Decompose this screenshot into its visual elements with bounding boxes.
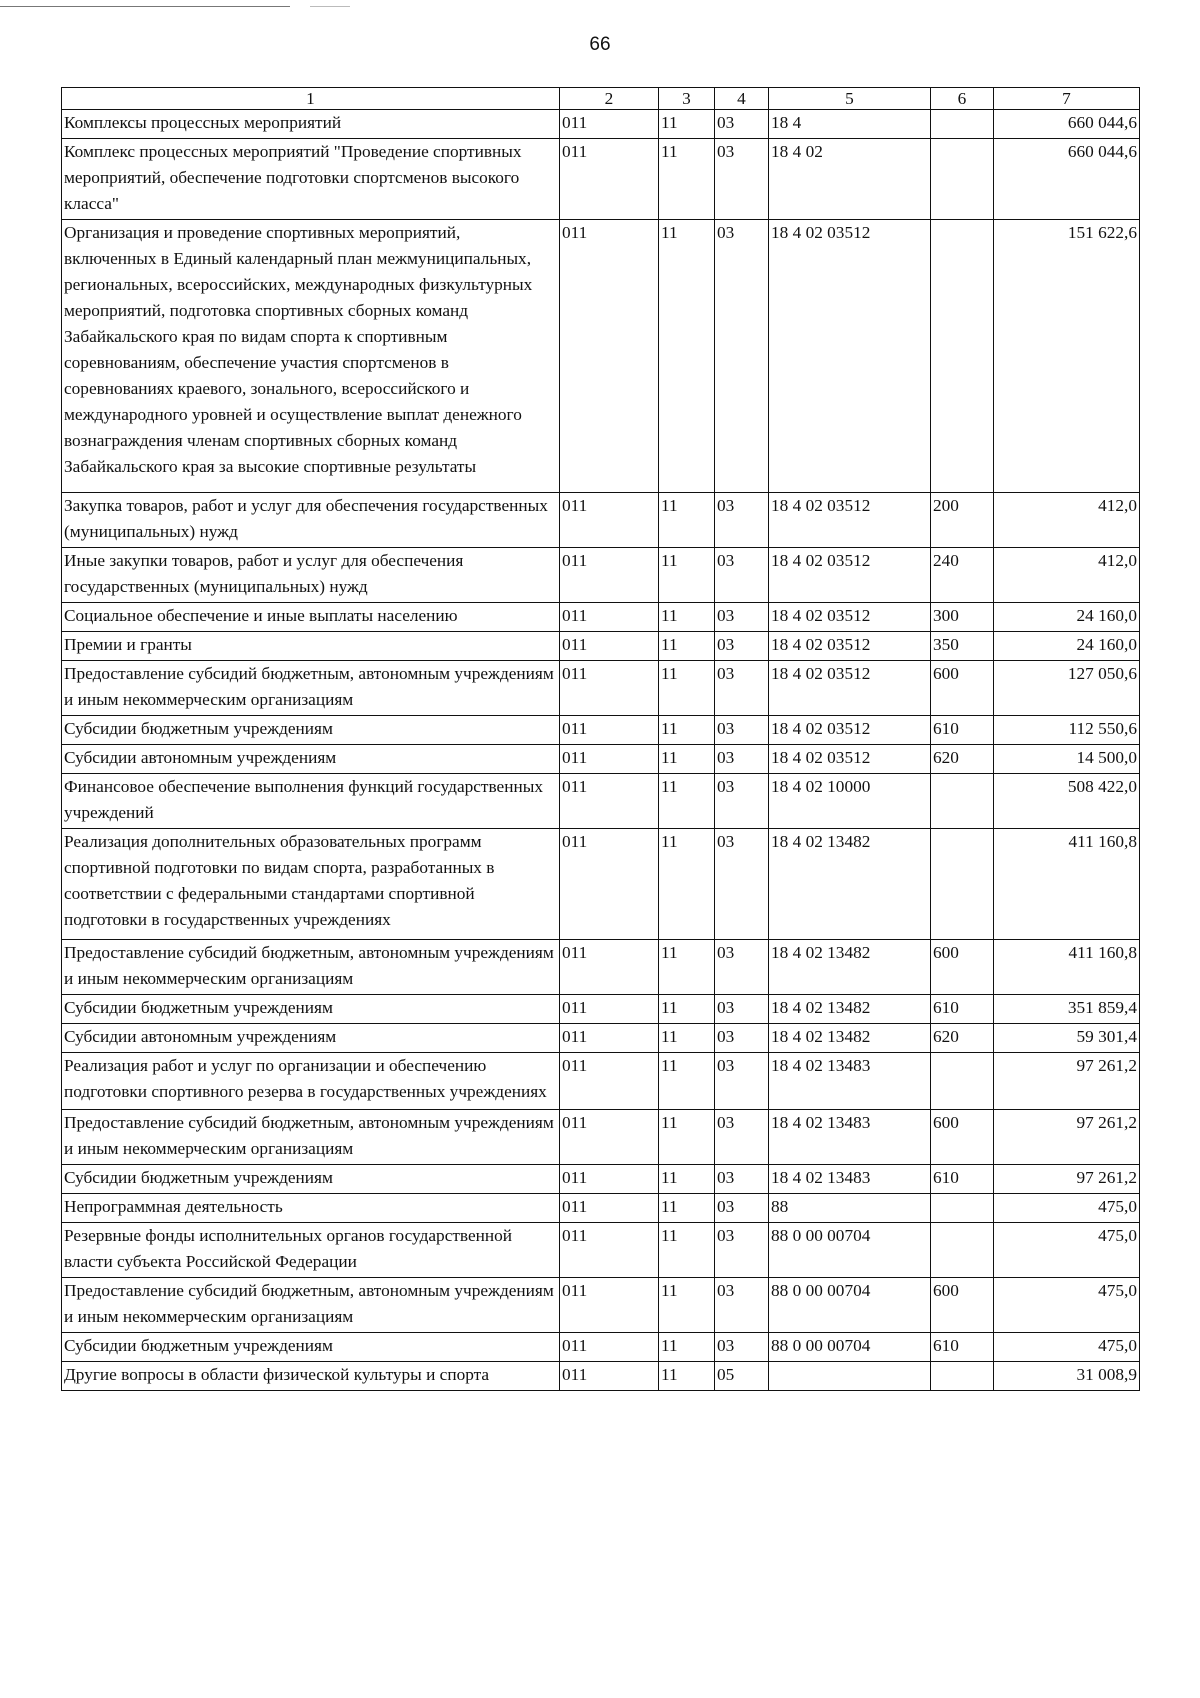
row-target-article-code: 18 4 02 13483 xyxy=(769,1053,931,1110)
row-name: Субсидии бюджетным учреждениям xyxy=(62,716,560,745)
row-amount: 660 044,6 xyxy=(994,110,1140,139)
row-subsection-code: 03 xyxy=(715,1333,769,1362)
row-amount: 151 622,6 xyxy=(994,220,1140,493)
row-ved-code: 011 xyxy=(560,716,659,745)
row-amount: 475,0 xyxy=(994,1333,1140,1362)
row-target-article-code: 18 4 02 03512 xyxy=(769,548,931,603)
table-header xyxy=(62,88,1140,110)
header-row xyxy=(62,88,1140,110)
row-amount: 59 301,4 xyxy=(994,1024,1140,1053)
row-section-code: 11 xyxy=(659,1278,715,1333)
row-subsection-code: 03 xyxy=(715,603,769,632)
row-ved-code: 011 xyxy=(560,1194,659,1223)
row-amount: 475,0 xyxy=(994,1223,1140,1278)
row-name: Непрограммная деятельность xyxy=(62,1194,560,1223)
row-expense-type-code: 610 xyxy=(931,1165,994,1194)
row-section-code: 11 xyxy=(659,716,715,745)
table-row xyxy=(62,1333,1140,1362)
row-expense-type-code: 620 xyxy=(931,1024,994,1053)
scan-edge-line-right xyxy=(310,6,350,7)
row-target-article-code: 18 4 02 13483 xyxy=(769,1110,931,1165)
row-expense-type-code xyxy=(931,1362,994,1391)
row-section-code: 11 xyxy=(659,1194,715,1223)
row-amount: 411 160,8 xyxy=(994,940,1140,995)
table-row xyxy=(62,1053,1140,1110)
row-expense-type-code: 200 xyxy=(931,493,994,548)
row-section-code: 11 xyxy=(659,1110,715,1165)
row-ved-code: 011 xyxy=(560,139,659,220)
table-row xyxy=(62,995,1140,1024)
header-col-5: 5 xyxy=(769,88,931,110)
row-name: Другие вопросы в области физической культуры и спорта xyxy=(62,1362,560,1391)
row-amount: 127 050,6 xyxy=(994,661,1140,716)
row-target-article-code: 18 4 xyxy=(769,110,931,139)
table-row xyxy=(62,1194,1140,1223)
row-ved-code: 011 xyxy=(560,110,659,139)
row-ved-code: 011 xyxy=(560,632,659,661)
row-ved-code: 011 xyxy=(560,1333,659,1362)
row-name: Закупка товаров, работ и услуг для обеспечения государственных (муниципальных) нужд xyxy=(62,493,560,548)
row-name: Субсидии автономным учреждениям xyxy=(62,745,560,774)
row-section-code: 11 xyxy=(659,1053,715,1110)
row-subsection-code: 03 xyxy=(715,548,769,603)
table-row xyxy=(62,745,1140,774)
row-name: Предоставление субсидий бюджетным, автономным учреждениям и иным некоммерческим организациям xyxy=(62,1110,560,1165)
row-target-article-code: 18 4 02 10000 xyxy=(769,774,931,829)
row-name: Предоставление субсидий бюджетным, автономным учреждениям и иным некоммерческим организациям xyxy=(62,940,560,995)
table-row xyxy=(62,493,1140,548)
table-row xyxy=(62,1024,1140,1053)
table-row xyxy=(62,139,1140,220)
row-target-article-code: 18 4 02 13482 xyxy=(769,829,931,940)
row-target-article-code: 18 4 02 13482 xyxy=(769,1024,931,1053)
row-subsection-code: 03 xyxy=(715,661,769,716)
row-amount: 412,0 xyxy=(994,493,1140,548)
row-expense-type-code: 300 xyxy=(931,603,994,632)
row-subsection-code: 03 xyxy=(715,1165,769,1194)
row-section-code: 11 xyxy=(659,632,715,661)
row-subsection-code: 03 xyxy=(715,1053,769,1110)
row-name: Предоставление субсидий бюджетным, автономным учреждениям и иным некоммерческим организациям xyxy=(62,661,560,716)
row-ved-code: 011 xyxy=(560,745,659,774)
row-name: Резервные фонды исполнительных органов государственной власти субъекта Российской Федерации xyxy=(62,1223,560,1278)
row-section-code: 11 xyxy=(659,1333,715,1362)
row-ved-code: 011 xyxy=(560,1053,659,1110)
row-subsection-code: 03 xyxy=(715,774,769,829)
row-ved-code: 011 xyxy=(560,220,659,493)
table-row xyxy=(62,1110,1140,1165)
row-target-article-code: 18 4 02 03512 xyxy=(769,603,931,632)
row-name: Субсидии бюджетным учреждениям xyxy=(62,995,560,1024)
row-expense-type-code xyxy=(931,139,994,220)
table-row xyxy=(62,1223,1140,1278)
row-target-article-code: 18 4 02 03512 xyxy=(769,745,931,774)
table-row xyxy=(62,548,1140,603)
row-name: Реализация работ и услуг по организации и обеспечению подготовки спортивного резерва в государственных учреждениях xyxy=(62,1053,560,1110)
row-section-code: 11 xyxy=(659,1165,715,1194)
row-ved-code: 011 xyxy=(560,1223,659,1278)
row-target-article-code: 18 4 02 03512 xyxy=(769,220,931,493)
row-ved-code: 011 xyxy=(560,1278,659,1333)
row-expense-type-code xyxy=(931,1223,994,1278)
table-row xyxy=(62,1362,1140,1391)
row-subsection-code: 03 xyxy=(715,1278,769,1333)
table-row xyxy=(62,603,1140,632)
row-section-code: 11 xyxy=(659,995,715,1024)
row-ved-code: 011 xyxy=(560,548,659,603)
row-name: Премии и гранты xyxy=(62,632,560,661)
row-amount: 660 044,6 xyxy=(994,139,1140,220)
row-amount: 24 160,0 xyxy=(994,632,1140,661)
row-subsection-code: 03 xyxy=(715,995,769,1024)
row-expense-type-code xyxy=(931,774,994,829)
row-subsection-code: 03 xyxy=(715,1194,769,1223)
row-name: Реализация дополнительных образовательных программ спортивной подготовки по видам спорта, разработанных в соответствии с федеральными стандартами спортивной подготовки в государственных учреждениях xyxy=(62,829,560,940)
page-number: 66 xyxy=(589,34,611,55)
row-subsection-code: 03 xyxy=(715,716,769,745)
row-amount: 97 261,2 xyxy=(994,1053,1140,1110)
row-ved-code: 011 xyxy=(560,603,659,632)
row-subsection-code: 03 xyxy=(715,632,769,661)
row-name: Иные закупки товаров, работ и услуг для обеспечения государственных (муниципальных) нужд xyxy=(62,548,560,603)
header-col-4: 4 xyxy=(715,88,769,110)
table-row xyxy=(62,716,1140,745)
budget-table xyxy=(61,87,1140,1391)
row-subsection-code: 03 xyxy=(715,110,769,139)
row-section-code: 11 xyxy=(659,1362,715,1391)
row-ved-code: 011 xyxy=(560,661,659,716)
row-section-code: 11 xyxy=(659,603,715,632)
row-amount: 14 500,0 xyxy=(994,745,1140,774)
row-subsection-code: 03 xyxy=(715,745,769,774)
row-target-article-code: 88 0 00 00704 xyxy=(769,1333,931,1362)
row-expense-type-code: 240 xyxy=(931,548,994,603)
row-section-code: 11 xyxy=(659,661,715,716)
table-body xyxy=(62,110,1140,1391)
table-row xyxy=(62,661,1140,716)
row-name: Комплекс процессных мероприятий "Проведение спортивных мероприятий, обеспечение подготовки спортсменов высокого класса" xyxy=(62,139,560,220)
row-section-code: 11 xyxy=(659,493,715,548)
row-section-code: 11 xyxy=(659,139,715,220)
header-col-6: 6 xyxy=(931,88,994,110)
row-name: Предоставление субсидий бюджетным, автономным учреждениям и иным некоммерческим организациям xyxy=(62,1278,560,1333)
row-subsection-code: 03 xyxy=(715,220,769,493)
row-amount: 351 859,4 xyxy=(994,995,1140,1024)
row-expense-type-code: 350 xyxy=(931,632,994,661)
row-expense-type-code xyxy=(931,220,994,493)
row-target-article-code: 18 4 02 xyxy=(769,139,931,220)
row-ved-code: 011 xyxy=(560,1024,659,1053)
row-amount: 97 261,2 xyxy=(994,1110,1140,1165)
row-section-code: 11 xyxy=(659,110,715,139)
row-section-code: 11 xyxy=(659,829,715,940)
row-name: Комплексы процессных мероприятий xyxy=(62,110,560,139)
row-section-code: 11 xyxy=(659,1024,715,1053)
header-col-1: 1 xyxy=(62,88,560,110)
table-row xyxy=(62,774,1140,829)
table-row xyxy=(62,110,1140,139)
row-ved-code: 011 xyxy=(560,995,659,1024)
row-expense-type-code xyxy=(931,110,994,139)
table-row xyxy=(62,1165,1140,1194)
row-expense-type-code: 600 xyxy=(931,661,994,716)
row-expense-type-code: 600 xyxy=(931,1110,994,1165)
row-expense-type-code: 610 xyxy=(931,995,994,1024)
row-ved-code: 011 xyxy=(560,1165,659,1194)
row-target-article-code: 18 4 02 13482 xyxy=(769,940,931,995)
row-amount: 97 261,2 xyxy=(994,1165,1140,1194)
row-subsection-code: 03 xyxy=(715,1110,769,1165)
table-row xyxy=(62,940,1140,995)
table-row xyxy=(62,829,1140,940)
row-target-article-code: 18 4 02 03512 xyxy=(769,632,931,661)
row-amount: 508 422,0 xyxy=(994,774,1140,829)
row-expense-type-code: 600 xyxy=(931,940,994,995)
row-name: Субсидии бюджетным учреждениям xyxy=(62,1165,560,1194)
header-col-2: 2 xyxy=(560,88,659,110)
row-target-article-code: 88 0 00 00704 xyxy=(769,1278,931,1333)
row-target-article-code: 88 xyxy=(769,1194,931,1223)
row-expense-type-code: 610 xyxy=(931,1333,994,1362)
row-name: Финансовое обеспечение выполнения функций государственных учреждений xyxy=(62,774,560,829)
row-expense-type-code xyxy=(931,1053,994,1110)
row-subsection-code: 03 xyxy=(715,139,769,220)
row-amount: 475,0 xyxy=(994,1278,1140,1333)
row-amount: 475,0 xyxy=(994,1194,1140,1223)
row-expense-type-code xyxy=(931,829,994,940)
row-subsection-code: 03 xyxy=(715,493,769,548)
row-name: Субсидии бюджетным учреждениям xyxy=(62,1333,560,1362)
row-subsection-code: 03 xyxy=(715,1024,769,1053)
row-ved-code: 011 xyxy=(560,940,659,995)
row-subsection-code: 05 xyxy=(715,1362,769,1391)
row-ved-code: 011 xyxy=(560,493,659,548)
row-amount: 411 160,8 xyxy=(994,829,1140,940)
table-row xyxy=(62,632,1140,661)
row-target-article-code: 18 4 02 03512 xyxy=(769,661,931,716)
row-section-code: 11 xyxy=(659,774,715,829)
row-amount: 112 550,6 xyxy=(994,716,1140,745)
table-row xyxy=(62,1278,1140,1333)
row-section-code: 11 xyxy=(659,745,715,774)
row-section-code: 11 xyxy=(659,220,715,493)
row-ved-code: 011 xyxy=(560,1362,659,1391)
row-section-code: 11 xyxy=(659,940,715,995)
row-section-code: 11 xyxy=(659,1223,715,1278)
row-subsection-code: 03 xyxy=(715,829,769,940)
row-target-article-code: 18 4 02 13483 xyxy=(769,1165,931,1194)
row-name: Социальное обеспечение и иные выплаты населению xyxy=(62,603,560,632)
row-target-article-code: 18 4 02 03512 xyxy=(769,493,931,548)
row-target-article-code: 88 0 00 00704 xyxy=(769,1223,931,1278)
row-expense-type-code: 620 xyxy=(931,745,994,774)
row-expense-type-code xyxy=(931,1194,994,1223)
row-name: Субсидии автономным учреждениям xyxy=(62,1024,560,1053)
row-ved-code: 011 xyxy=(560,829,659,940)
row-amount: 412,0 xyxy=(994,548,1140,603)
row-target-article-code: 18 4 02 13482 xyxy=(769,995,931,1024)
row-subsection-code: 03 xyxy=(715,940,769,995)
row-ved-code: 011 xyxy=(560,1110,659,1165)
row-expense-type-code: 600 xyxy=(931,1278,994,1333)
row-expense-type-code: 610 xyxy=(931,716,994,745)
row-target-article-code: 18 4 02 03512 xyxy=(769,716,931,745)
row-section-code: 11 xyxy=(659,548,715,603)
row-target-article-code xyxy=(769,1362,931,1391)
row-ved-code: 011 xyxy=(560,774,659,829)
row-amount: 31 008,9 xyxy=(994,1362,1140,1391)
row-subsection-code: 03 xyxy=(715,1223,769,1278)
scan-edge-line xyxy=(0,6,290,7)
header-col-7: 7 xyxy=(994,88,1140,110)
header-col-3: 3 xyxy=(659,88,715,110)
row-name: Организация и проведение спортивных мероприятий, включенных в Единый календарный план межмуниципальных, региональных, всероссийских, международных физкультурных мероприятий, подготовка спортивных сборных команд Забайкальского края по видам спорта к спортивным соревнованиям, обеспечение участия спортсменов в соревнованиях краевого, зонального, всероссийского и международного уровней и осуществление выплат денежного вознаграждения членам спортивных сборных команд Забайкальского края за высокие спортивные результаты xyxy=(62,220,560,493)
row-amount: 24 160,0 xyxy=(994,603,1140,632)
table-row xyxy=(62,220,1140,493)
